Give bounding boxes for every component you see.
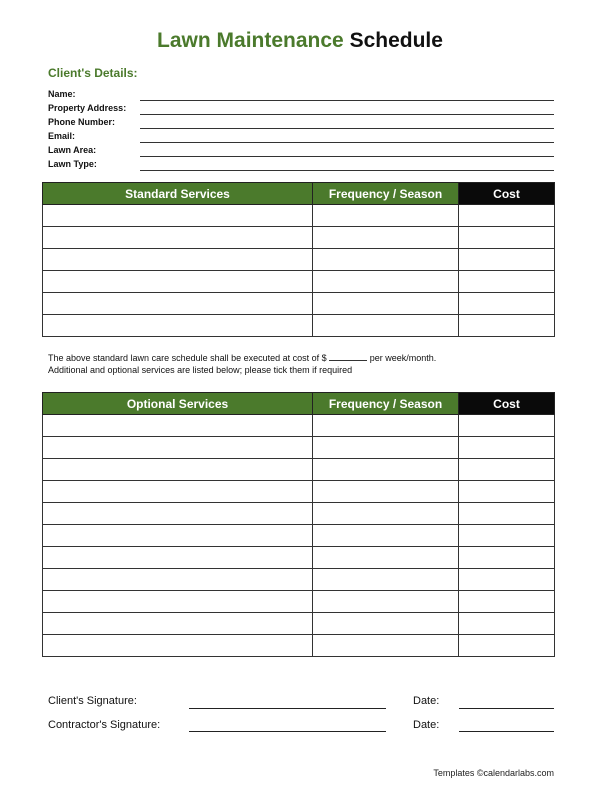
frequency-cell[interactable] <box>313 205 459 227</box>
detail-label: Property Address: <box>48 103 127 113</box>
frequency-cell[interactable] <box>313 635 459 657</box>
service-cell[interactable] <box>43 315 313 337</box>
cost-cell[interactable] <box>459 613 555 635</box>
service-cell[interactable] <box>43 415 313 437</box>
detail-label: Phone Number: <box>48 117 116 127</box>
contractor-date-line[interactable] <box>459 731 554 732</box>
frequency-cell[interactable] <box>313 525 459 547</box>
table-row <box>43 315 555 337</box>
detail-row <box>48 88 554 102</box>
contractor-signature-line[interactable] <box>189 731 386 732</box>
table-row <box>43 525 555 547</box>
frequency-cell[interactable] <box>313 315 459 337</box>
client-signature-label: Client's Signature: <box>48 695 137 707</box>
service-cell[interactable] <box>43 293 313 315</box>
table-row <box>43 205 555 227</box>
frequency-cell[interactable] <box>313 271 459 293</box>
title-part-black: Schedule <box>349 29 443 52</box>
frequency-cell[interactable] <box>313 459 459 481</box>
detail-input-line[interactable] <box>140 142 554 143</box>
cost-cell[interactable] <box>459 591 555 613</box>
service-cell[interactable] <box>43 227 313 249</box>
contractor-date-label: Date: <box>413 719 440 731</box>
table-row <box>43 569 555 591</box>
table-row <box>43 547 555 569</box>
page-title <box>0 29 600 53</box>
cost-note-line-1: The above standard lawn care schedule shall be executed at cost of $ per week/month. <box>48 353 437 363</box>
footer-credit: Templates ©calendarlabs.com <box>433 768 554 778</box>
cost-cell[interactable] <box>459 481 555 503</box>
header-optional-services: Optional Services <box>43 393 313 415</box>
frequency-cell[interactable] <box>313 227 459 249</box>
service-cell[interactable] <box>43 481 313 503</box>
header-frequency-season: Frequency / Season <box>313 393 459 415</box>
service-cell[interactable] <box>43 503 313 525</box>
detail-row <box>48 144 554 158</box>
frequency-cell[interactable] <box>313 591 459 613</box>
detail-input-line[interactable] <box>140 128 554 129</box>
detail-input-line[interactable] <box>140 114 554 115</box>
header-frequency-season: Frequency / Season <box>313 183 459 205</box>
service-cell[interactable] <box>43 205 313 227</box>
client-details-form <box>48 88 554 172</box>
frequency-cell[interactable] <box>313 293 459 315</box>
service-cell[interactable] <box>43 525 313 547</box>
service-cell[interactable] <box>43 613 313 635</box>
client-signature-line[interactable] <box>189 708 386 709</box>
cost-cell[interactable] <box>459 271 555 293</box>
frequency-cell[interactable] <box>313 569 459 591</box>
cost-cell[interactable] <box>459 293 555 315</box>
service-cell[interactable] <box>43 271 313 293</box>
frequency-cell[interactable] <box>313 613 459 635</box>
cost-cell[interactable] <box>459 569 555 591</box>
detail-label: Lawn Type: <box>48 159 97 169</box>
frequency-cell[interactable] <box>313 437 459 459</box>
cost-cell[interactable] <box>459 415 555 437</box>
detail-label: Email: <box>48 131 76 141</box>
cost-blank-field[interactable] <box>329 352 367 361</box>
detail-row <box>48 130 554 144</box>
frequency-cell[interactable] <box>313 547 459 569</box>
cost-cell[interactable] <box>459 205 555 227</box>
standard-services-table <box>42 182 555 337</box>
service-cell[interactable] <box>43 635 313 657</box>
detail-input-line[interactable] <box>140 100 554 101</box>
clients-details-label: Client's Details: <box>48 66 138 80</box>
cost-cell[interactable] <box>459 249 555 271</box>
table-row <box>43 635 555 657</box>
table-row <box>43 613 555 635</box>
cost-note <box>48 352 436 376</box>
table-row <box>43 415 555 437</box>
table-row <box>43 227 555 249</box>
cost-cell[interactable] <box>459 459 555 481</box>
table-row <box>43 271 555 293</box>
detail-input-line[interactable] <box>140 156 554 157</box>
cost-cell[interactable] <box>459 635 555 657</box>
optional-services-table <box>42 392 555 657</box>
service-cell[interactable] <box>43 591 313 613</box>
cost-cell[interactable] <box>459 315 555 337</box>
title-part-green: Lawn Maintenance <box>157 29 344 52</box>
cost-cell[interactable] <box>459 525 555 547</box>
frequency-cell[interactable] <box>313 503 459 525</box>
table-header-row <box>43 393 555 415</box>
table-header-row <box>43 183 555 205</box>
detail-row <box>48 116 554 130</box>
frequency-cell[interactable] <box>313 249 459 271</box>
service-cell[interactable] <box>43 547 313 569</box>
service-cell[interactable] <box>43 459 313 481</box>
service-cell[interactable] <box>43 437 313 459</box>
detail-row <box>48 102 554 116</box>
cost-cell[interactable] <box>459 437 555 459</box>
table-row <box>43 459 555 481</box>
header-standard-services: Standard Services <box>43 183 313 205</box>
header-cost: Cost <box>459 183 555 205</box>
table-row <box>43 503 555 525</box>
detail-label: Lawn Area: <box>48 145 97 155</box>
client-signature-row <box>48 695 137 707</box>
service-cell[interactable] <box>43 569 313 591</box>
table-row <box>43 249 555 271</box>
header-cost: Cost <box>459 393 555 415</box>
detail-row <box>48 158 554 172</box>
table-row <box>43 437 555 459</box>
table-row <box>43 591 555 613</box>
contractor-signature-label: Contractor's Signature: <box>48 719 161 731</box>
client-date-line[interactable] <box>459 708 554 709</box>
detail-input-line[interactable] <box>140 170 554 171</box>
service-cell[interactable] <box>43 249 313 271</box>
contractor-signature-row <box>48 719 160 731</box>
cost-cell[interactable] <box>459 503 555 525</box>
table-row <box>43 481 555 503</box>
cost-note-line-2: Additional and optional services are listed below; please tick them if required <box>48 365 353 375</box>
client-date-label: Date: <box>413 695 440 707</box>
cost-cell[interactable] <box>459 227 555 249</box>
detail-label: Name: <box>48 89 76 99</box>
frequency-cell[interactable] <box>313 415 459 437</box>
frequency-cell[interactable] <box>313 481 459 503</box>
table-row <box>43 293 555 315</box>
cost-cell[interactable] <box>459 547 555 569</box>
